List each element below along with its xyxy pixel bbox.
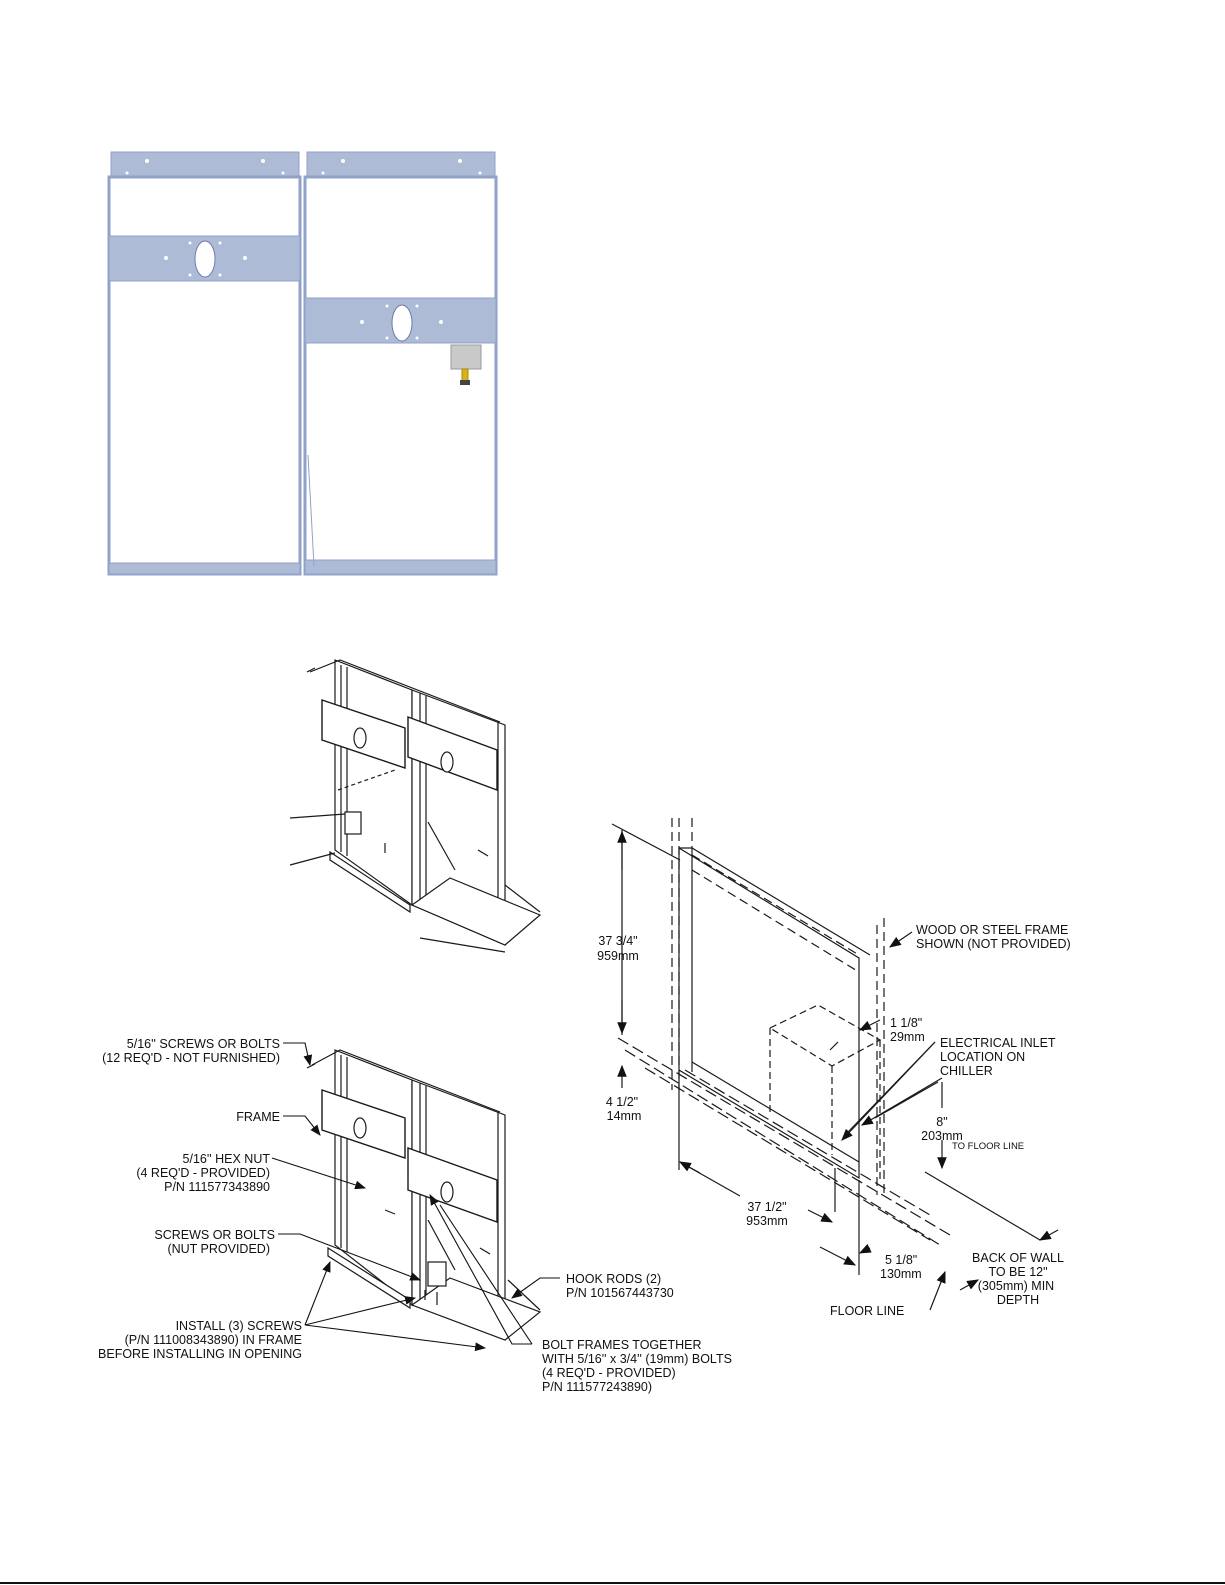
electrical-label-2: LOCATION ON bbox=[940, 1050, 1026, 1064]
wood-frame-label-2: SHOWN (NOT PROVIDED) bbox=[916, 937, 1071, 951]
depth-mm-label: 130mm bbox=[880, 1267, 922, 1281]
screws-top-label-1: 5/16'' SCREWS OR BOLTS bbox=[126, 1037, 280, 1051]
hook-rods-label-1: HOOK RODS (2) bbox=[566, 1272, 662, 1286]
iso-frames-small bbox=[290, 660, 540, 952]
screws-nut-label-2: (NUT PROVIDED) bbox=[167, 1242, 270, 1256]
wood-frame-label-1: WOOD OR STEEL FRAME bbox=[916, 923, 1069, 937]
height-in-label: 37 3/4" bbox=[598, 934, 638, 948]
hex-nut-label-2: (4 REQ'D - PROVIDED) bbox=[136, 1166, 270, 1180]
left-frame-front bbox=[109, 152, 300, 574]
offset-in-label: 1 1/8" bbox=[890, 1016, 923, 1030]
depth-in-label: 5 1/8" bbox=[885, 1253, 918, 1267]
offset-mm-label: 29mm bbox=[890, 1030, 925, 1044]
install-label-1: INSTALL (3) SCREWS bbox=[175, 1319, 302, 1333]
base-in-label: 4 1/2" bbox=[605, 1095, 639, 1109]
base-mm-label: 14mm bbox=[606, 1109, 642, 1123]
width-mm-label: 953mm bbox=[746, 1214, 788, 1228]
bolt-label-1: BOLT FRAMES TOGETHER bbox=[542, 1338, 702, 1352]
floor-height-in-label: 8" bbox=[936, 1115, 948, 1129]
screws-nut-label-1: SCREWS OR BOLTS bbox=[154, 1228, 275, 1242]
electrical-label-1: ELECTRICAL INLET bbox=[940, 1036, 1056, 1050]
bolt-label-4: P/N 111577243890) bbox=[542, 1380, 653, 1394]
electrical-label-3: CHILLER bbox=[940, 1064, 993, 1078]
width-in-label: 37 1/2" bbox=[747, 1200, 787, 1214]
floor-height-mm-label: 203mm bbox=[921, 1129, 963, 1143]
to-floor-line-label: TO FLOOR LINE bbox=[952, 1141, 1025, 1152]
frame-label: FRAME bbox=[236, 1110, 280, 1124]
bolt-label-2: WITH 5/16'' x 3/4'' (19mm) BOLTS bbox=[542, 1352, 732, 1366]
front-view-frames bbox=[109, 152, 496, 574]
hook-rods-label-2: P/N 101567443730 bbox=[566, 1286, 674, 1300]
bolt-label-3: (4 REQ'D - PROVIDED) bbox=[542, 1366, 676, 1380]
install-label-3: BEFORE INSTALLING IN OPENING bbox=[98, 1347, 302, 1361]
back-wall-label-3: (305mm) MIN bbox=[977, 1279, 1055, 1293]
floor-line-label: FLOOR LINE bbox=[830, 1304, 905, 1318]
hex-nut-label-3: P/N 111577343890 bbox=[164, 1180, 270, 1194]
install-label-2: (P/N 111008343890) IN FRAME bbox=[124, 1333, 302, 1347]
iso-frames-large bbox=[307, 1050, 540, 1340]
screws-top-label-2: (12 REQ'D - NOT FURNISHED) bbox=[102, 1051, 280, 1065]
back-wall-label-1: BACK OF WALL bbox=[972, 1251, 1064, 1265]
back-wall-label-4: DEPTH bbox=[996, 1293, 1040, 1307]
callouts-right bbox=[597, 923, 1070, 1318]
height-mm-label: 959mm bbox=[597, 949, 639, 963]
back-wall-label-2: TO BE 12" bbox=[988, 1265, 1048, 1279]
hex-nut-label-1: 5/16'' HEX NUT bbox=[182, 1152, 270, 1166]
